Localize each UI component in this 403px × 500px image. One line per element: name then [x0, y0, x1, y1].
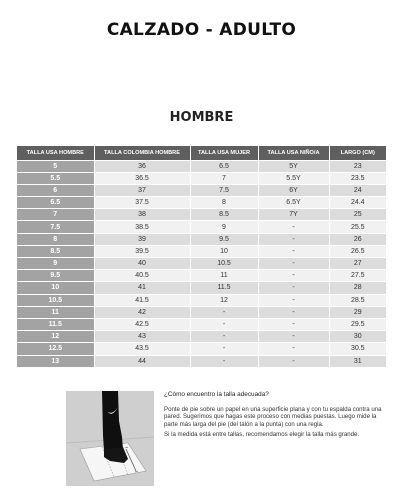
cell-talla-colombia-hombre: 39: [94, 233, 190, 245]
table-row: [17, 294, 386, 306]
cell-talla-usa-nino: -: [258, 318, 329, 330]
foot-measurement-illustration: [66, 391, 154, 486]
cell-largo-cm: 28: [329, 282, 386, 294]
cell-talla-colombia-hombre: 42.5: [94, 318, 190, 330]
cell-talla-colombia-hombre: 41: [94, 282, 190, 294]
cell-talla-usa-mujer: -: [190, 343, 258, 355]
cell-talla-usa-hombre: 6: [17, 184, 94, 196]
cell-talla-colombia-hombre: 43: [94, 331, 190, 343]
table-row: [17, 270, 386, 282]
table-row: [17, 318, 386, 330]
cell-talla-usa-nino: -: [258, 245, 329, 257]
cell-talla-usa-hombre: 7: [17, 209, 94, 221]
table-row: [17, 245, 386, 257]
cell-talla-usa-hombre: 9: [17, 258, 94, 270]
cell-talla-usa-nino: -: [258, 355, 329, 367]
cell-talla-usa-hombre: 13: [17, 355, 94, 367]
cell-talla-usa-nino: -: [258, 258, 329, 270]
cell-talla-usa-hombre: 9.5: [17, 270, 94, 282]
table-row: [17, 221, 386, 233]
cell-talla-usa-nino: -: [258, 343, 329, 355]
cell-talla-colombia-hombre: 39.5: [94, 245, 190, 257]
cell-largo-cm: 24.4: [329, 197, 386, 209]
cell-talla-usa-nino: -: [258, 306, 329, 318]
cell-largo-cm: 30: [329, 331, 386, 343]
cell-talla-usa-mujer: 11: [190, 270, 258, 282]
cell-talla-usa-hombre: 12: [17, 331, 94, 343]
cell-talla-colombia-hombre: 43.5: [94, 343, 190, 355]
cell-talla-usa-nino: 5.5Y: [258, 172, 329, 184]
help-paragraph-2: Si la medida está entre tallas, recomendamos elegir la talla más grande.: [164, 431, 360, 439]
cell-largo-cm: 29: [329, 306, 386, 318]
cell-largo-cm: 25.5: [329, 221, 386, 233]
cell-talla-usa-nino: 6.5Y: [258, 197, 329, 209]
cell-talla-usa-nino: 7Y: [258, 209, 329, 221]
cell-talla-usa-nino: -: [258, 221, 329, 233]
cell-talla-usa-hombre: 11.5: [17, 318, 94, 330]
cell-talla-usa-mujer: -: [190, 306, 258, 318]
cell-largo-cm: 23.5: [329, 172, 386, 184]
cell-talla-usa-hombre: 10.5: [17, 294, 94, 306]
cell-talla-usa-hombre: 10: [17, 282, 94, 294]
cell-largo-cm: 31: [329, 355, 386, 367]
header-talla-colombia-hombre: TALLA COLOMBIA HOMBRE: [94, 146, 190, 160]
cell-largo-cm: 30.5: [329, 343, 386, 355]
size-help-section: [164, 391, 386, 441]
table-row: [17, 258, 386, 270]
cell-talla-colombia-hombre: 40.5: [94, 270, 190, 282]
cell-talla-usa-mujer: -: [190, 318, 258, 330]
cell-largo-cm: 28.5: [329, 294, 386, 306]
cell-talla-usa-nino: -: [258, 233, 329, 245]
header-talla-usa-mujer: TALLA USA MUJER: [190, 146, 258, 160]
table-row: [17, 306, 386, 318]
cell-talla-colombia-hombre: 38: [94, 209, 190, 221]
cell-largo-cm: 25: [329, 209, 386, 221]
cell-talla-usa-mujer: 8: [190, 197, 258, 209]
table-row: [17, 160, 386, 172]
cell-talla-colombia-hombre: 44: [94, 355, 190, 367]
cell-talla-usa-mujer: -: [190, 331, 258, 343]
help-paragraph-1: Ponte de pie sobre un papel en una superficie plana y con tu espalda contra una pared. Sugerimos que hagas este proceso con medias puestas. Luego mide la parte más larga del pie (del talón a la punta) con una regla.: [164, 405, 382, 429]
cell-talla-usa-hombre: 11: [17, 306, 94, 318]
table-row: [17, 343, 386, 355]
cell-talla-usa-nino: 5Y: [258, 160, 329, 172]
cell-talla-usa-mujer: 7.5: [190, 184, 258, 196]
cell-talla-usa-nino: -: [258, 294, 329, 306]
table-row: [17, 172, 386, 184]
cell-talla-usa-nino: 6Y: [258, 184, 329, 196]
cell-talla-colombia-hombre: 36: [94, 160, 190, 172]
cell-talla-colombia-hombre: 41.5: [94, 294, 190, 306]
cell-talla-usa-hombre: 8: [17, 233, 94, 245]
cell-talla-usa-nino: -: [258, 331, 329, 343]
section-title: HOMBRE: [169, 110, 234, 125]
cell-talla-usa-mujer: 8.5: [190, 209, 258, 221]
table-row: [17, 282, 386, 294]
cell-talla-usa-mujer: 6.5: [190, 160, 258, 172]
size-table-body: [17, 160, 386, 367]
header-row: [17, 146, 386, 160]
cell-largo-cm: 24: [329, 184, 386, 196]
cell-talla-colombia-hombre: 36.5: [94, 172, 190, 184]
table-row: [17, 209, 386, 221]
cell-talla-colombia-hombre: 40: [94, 258, 190, 270]
header-largo-cm: LARGO (CM): [329, 146, 386, 160]
cell-talla-usa-hombre: 8.5: [17, 245, 94, 257]
table-row: [17, 233, 386, 245]
cell-talla-colombia-hombre: 38.5: [94, 221, 190, 233]
cell-largo-cm: 27.5: [329, 270, 386, 282]
table-row: [17, 197, 386, 209]
cell-talla-usa-mujer: 10.5: [190, 258, 258, 270]
cell-largo-cm: 26: [329, 233, 386, 245]
cell-talla-usa-mujer: 11.5: [190, 282, 258, 294]
cell-talla-colombia-hombre: 42: [94, 306, 190, 318]
cell-talla-usa-hombre: 12.5: [17, 343, 94, 355]
cell-talla-usa-mujer: 7: [190, 172, 258, 184]
cell-talla-usa-hombre: 5: [17, 160, 94, 172]
cell-largo-cm: 29.5: [329, 318, 386, 330]
cell-talla-usa-mujer: -: [190, 355, 258, 367]
header-talla-usa-hombre: TALLA USA HOMBRE: [17, 146, 94, 160]
cell-talla-usa-mujer: 9.5: [190, 233, 258, 245]
size-table-header: [17, 146, 386, 160]
foot-measurement-drawing: [66, 391, 154, 486]
cell-talla-usa-hombre: 6.5: [17, 197, 94, 209]
cell-talla-usa-hombre: 5.5: [17, 172, 94, 184]
cell-largo-cm: 26.5: [329, 245, 386, 257]
cell-talla-usa-nino: -: [258, 270, 329, 282]
cell-largo-cm: 27: [329, 258, 386, 270]
cell-talla-usa-mujer: 10: [190, 245, 258, 257]
cell-talla-usa-hombre: 7.5: [17, 221, 94, 233]
cell-talla-usa-mujer: 9: [190, 221, 258, 233]
table-row: [17, 331, 386, 343]
cell-talla-colombia-hombre: 37.5: [94, 197, 190, 209]
table-row: [17, 184, 386, 196]
cell-talla-colombia-hombre: 37: [94, 184, 190, 196]
page-title: CALZADO - ADULTO: [106, 20, 297, 40]
cell-talla-usa-nino: -: [258, 282, 329, 294]
size-table: [17, 146, 386, 368]
table-row: [17, 355, 386, 367]
help-title: ¿Cómo encuentro la talla adecuada?: [164, 391, 269, 398]
header-talla-usa-nino: TALLA USA NIÑO/A: [258, 146, 329, 160]
cell-talla-usa-mujer: 12: [190, 294, 258, 306]
cell-largo-cm: 23: [329, 160, 386, 172]
